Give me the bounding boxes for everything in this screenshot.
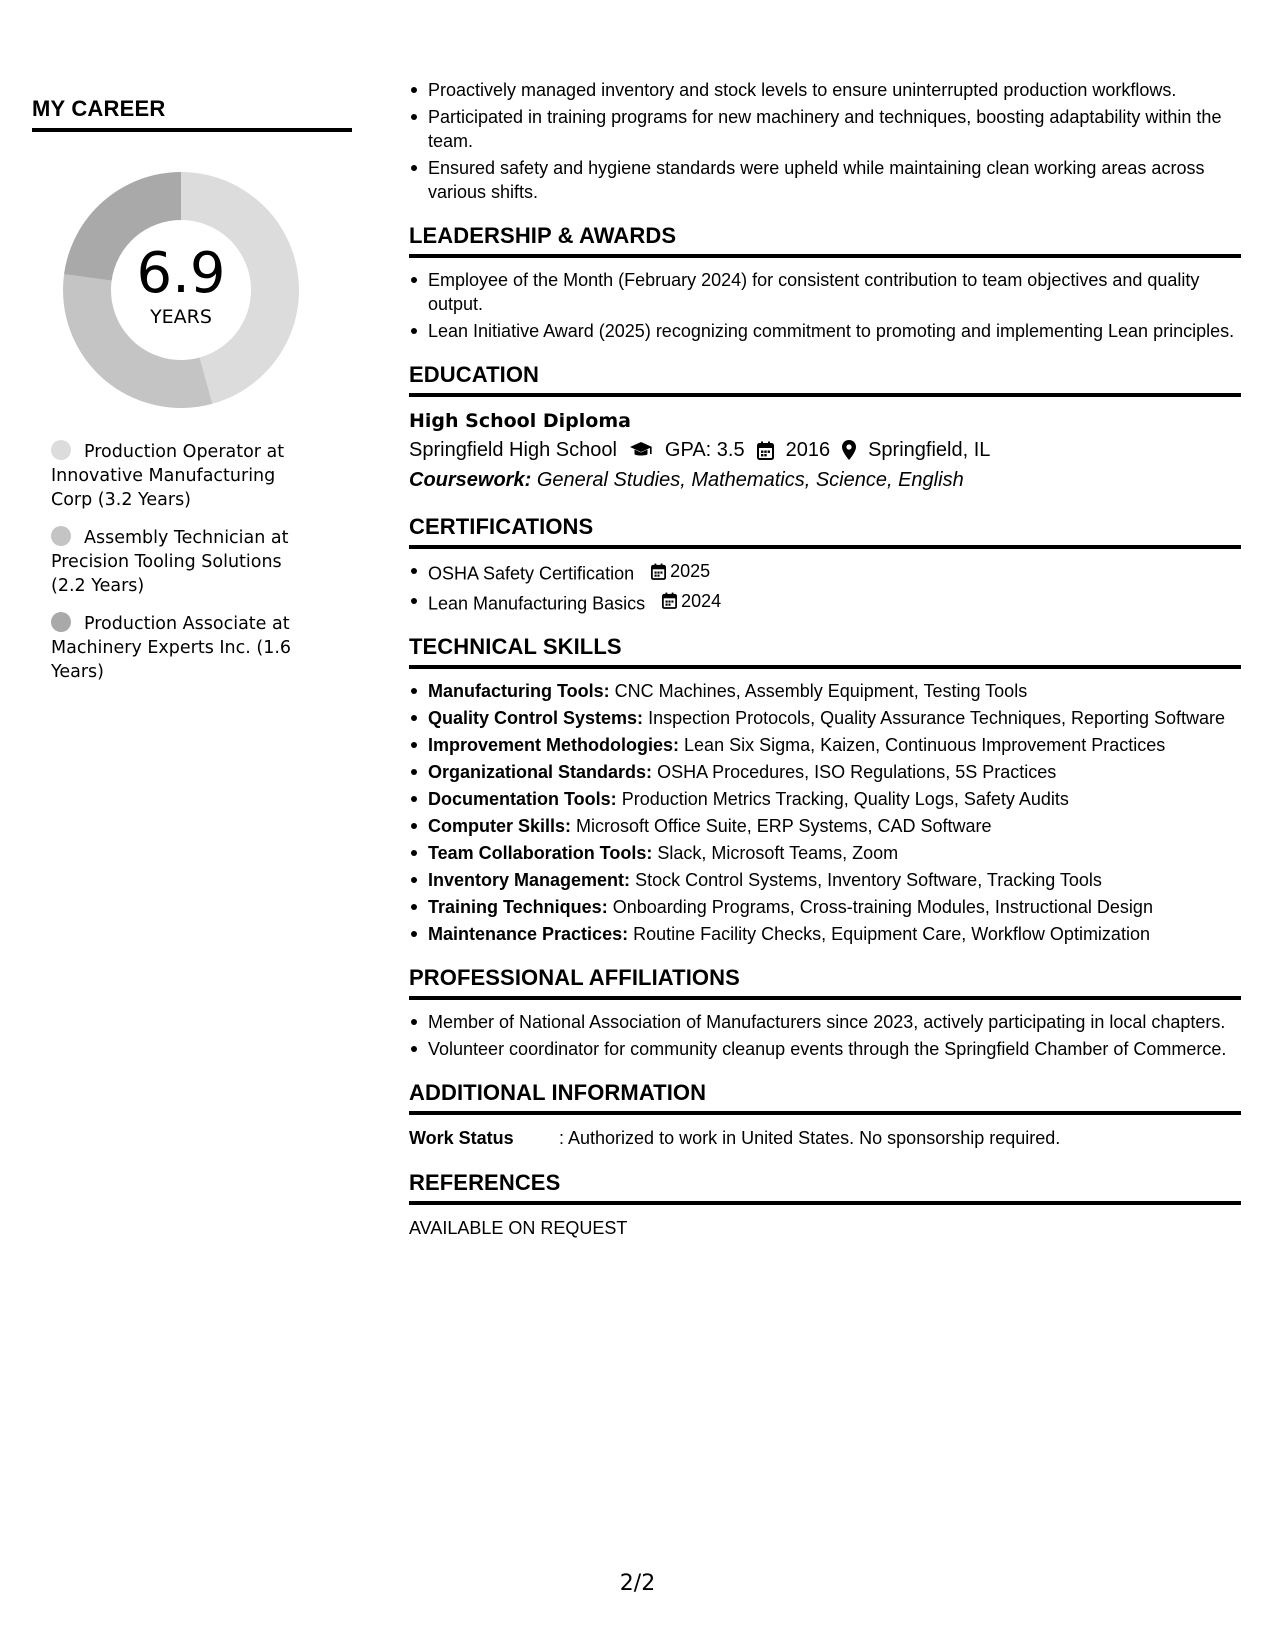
- list-item: [428, 559, 1241, 586]
- certification-year: 2024: [681, 590, 722, 611]
- legend-dot: [51, 612, 71, 632]
- calendar-icon: [662, 592, 677, 609]
- skill-label: Inventory Management:: [428, 870, 631, 890]
- education-degree: High School Diploma: [409, 410, 631, 432]
- skill-label: Organizational Standards:: [428, 762, 653, 782]
- references-heading: REFERENCES: [409, 1170, 1241, 1205]
- education-school: Springfield High School: [409, 439, 617, 461]
- page-number: 2/2: [619, 1571, 656, 1596]
- career-donut-chart: [56, 165, 306, 415]
- skill-value: Onboarding Programs, Cross-training Modules, Instructional Design: [612, 897, 1153, 917]
- graduation-cap-icon: [629, 441, 653, 459]
- skill-value: Stock Control Systems, Inventory Software, Tracking Tools: [635, 870, 1102, 890]
- skill-label: Documentation Tools:: [428, 789, 617, 809]
- affiliations-heading: PROFESSIONAL AFFILIATIONS: [409, 965, 1241, 1000]
- list-item: Volunteer coordinator for community cleanup events through the Springfield Chamber of Commerce.: [428, 1037, 1241, 1061]
- list-item: [428, 706, 1241, 730]
- certifications-heading: CERTIFICATIONS: [409, 514, 1241, 549]
- references-text: AVAILABLE ON REQUEST: [409, 1218, 628, 1238]
- calendar-icon: [757, 441, 774, 460]
- career-legend: [51, 440, 321, 684]
- skill-label: Training Techniques:: [428, 897, 608, 917]
- career-title: MY CAREER: [32, 96, 352, 132]
- total-years-value: 6.9: [136, 241, 226, 306]
- certifications-list: [409, 559, 1241, 615]
- certification-name: OSHA Safety Certification: [428, 563, 635, 584]
- coursework-label: Coursework:: [409, 469, 532, 491]
- work-status-value: : Authorized to work in United States. No sponsorship required.: [559, 1128, 1061, 1148]
- map-pin-icon: [842, 440, 856, 460]
- career-sidebar: [32, 96, 352, 698]
- skill-value: OSHA Procedures, ISO Regulations, 5S Practices: [657, 762, 1057, 782]
- awards-heading: LEADERSHIP & AWARDS: [409, 223, 1241, 258]
- skill-value: Microsoft Office Suite, ERP Systems, CAD Software: [576, 816, 992, 836]
- legend-item: [51, 526, 321, 598]
- calendar-icon: [651, 563, 666, 580]
- education-details: [409, 435, 1241, 465]
- work-status-label: Work Status: [409, 1128, 514, 1148]
- skill-value: CNC Machines, Assembly Equipment, Testing Tools: [614, 681, 1028, 701]
- legend-dot: [51, 526, 71, 546]
- education-coursework: [409, 465, 1241, 495]
- list-item: [428, 868, 1241, 892]
- list-item: [428, 589, 1241, 616]
- list-item: [428, 922, 1241, 946]
- education-location: Springfield, IL: [868, 439, 991, 461]
- list-item: Proactively managed inventory and stock levels to ensure uninterrupted production workflows.: [428, 78, 1241, 102]
- legend-label: Production Associate at Machinery Experts Inc. (1.6 Years): [51, 614, 292, 682]
- skill-value: Lean Six Sigma, Kaizen, Continuous Improvement Practices: [684, 735, 1166, 755]
- list-item: [428, 760, 1241, 784]
- affiliations-list: [409, 1010, 1241, 1061]
- resume-main: [409, 78, 1241, 1241]
- list-item: Ensured safety and hygiene standards were upheld while maintaining clean working areas across various shifts.: [428, 156, 1241, 204]
- legend-item: [51, 440, 321, 512]
- skill-label: Team Collaboration Tools:: [428, 843, 653, 863]
- skill-label: Manufacturing Tools:: [428, 681, 610, 701]
- skill-value: Routine Facility Checks, Equipment Care, Workflow Optimization: [633, 924, 1150, 944]
- coursework-value: General Studies, Mathematics, Science, English: [536, 469, 964, 491]
- awards-list: [409, 268, 1241, 343]
- list-item: Participated in training programs for new machinery and techniques, boosting adaptability within the team.: [428, 105, 1241, 153]
- skills-heading: TECHNICAL SKILLS: [409, 634, 1241, 669]
- total-years-unit: YEARS: [150, 306, 212, 328]
- list-item: [428, 814, 1241, 838]
- list-item: Employee of the Month (February 2024) for consistent contribution to team objectives and quality output.: [428, 268, 1241, 316]
- skill-label: Computer Skills:: [428, 816, 572, 836]
- list-item: [428, 679, 1241, 703]
- skills-list: [409, 679, 1241, 946]
- education-heading: EDUCATION: [409, 362, 1241, 397]
- legend-item: [51, 612, 321, 684]
- legend-label: Production Operator at Innovative Manufacturing Corp (3.2 Years): [51, 442, 285, 510]
- list-item: Lean Initiative Award (2025) recognizing commitment to promoting and implementing Lean principles.: [428, 319, 1241, 343]
- legend-dot: [51, 440, 71, 460]
- certification-name: Lean Manufacturing Basics: [428, 593, 646, 613]
- education-gpa: GPA: 3.5: [664, 439, 745, 461]
- list-item: [428, 787, 1241, 811]
- skill-label: Quality Control Systems:: [428, 708, 644, 728]
- skill-value: Inspection Protocols, Quality Assurance Techniques, Reporting Software: [648, 708, 1226, 728]
- education-year: 2016: [785, 439, 831, 461]
- certification-date: [662, 589, 721, 613]
- experience-bullets: [409, 78, 1241, 204]
- skill-value: Production Metrics Tracking, Quality Logs, Safety Audits: [621, 789, 1069, 809]
- list-item: [428, 733, 1241, 757]
- list-item: [428, 841, 1241, 865]
- skill-label: Improvement Methodologies:: [428, 735, 680, 755]
- skill-label: Maintenance Practices:: [428, 924, 629, 944]
- list-item: [428, 895, 1241, 919]
- skill-value: Slack, Microsoft Teams, Zoom: [657, 843, 899, 863]
- additional-heading: ADDITIONAL INFORMATION: [409, 1080, 1241, 1115]
- work-status-row: [409, 1125, 1241, 1151]
- legend-label: Assembly Technician at Precision Tooling Solutions (2.2 Years): [51, 528, 289, 596]
- list-item: Member of National Association of Manufacturers since 2023, actively participating in local chapters.: [428, 1010, 1241, 1034]
- certification-date: [651, 559, 710, 583]
- donut-center: [56, 165, 306, 415]
- certification-year: 2025: [670, 561, 711, 581]
